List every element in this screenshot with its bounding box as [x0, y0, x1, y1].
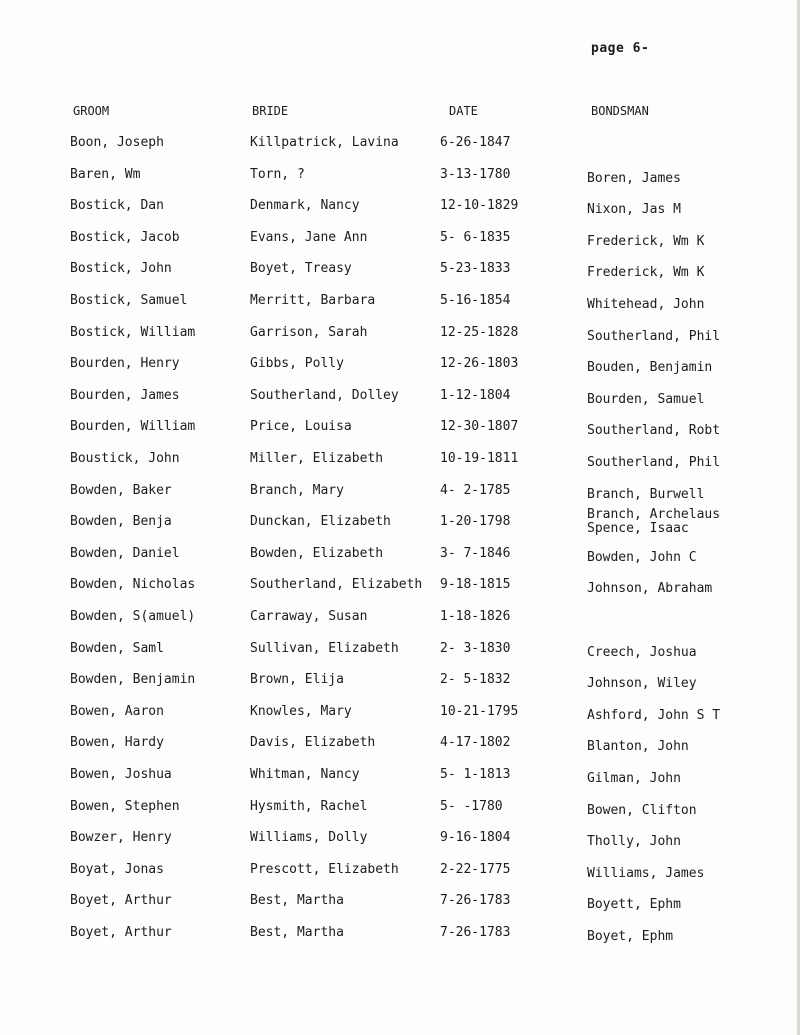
bride-cell: Williams, Dolly [250, 830, 368, 845]
groom-cell: Bowen, Stephen [70, 799, 180, 814]
bride-cell: Price, Louisa [250, 419, 352, 434]
bondsman-cell: Gilman, John [587, 771, 681, 786]
bondsman-cell: Southerland, Phil [587, 329, 721, 344]
bondsman-cell: Johnson, Abraham [587, 581, 713, 596]
groom-cell: Bowden, Saml [70, 641, 164, 656]
bride-cell: Dunckan, Elizabeth [250, 514, 391, 529]
bondsman-cell: Blanton, John [587, 739, 689, 754]
bride-cell: Carraway, Susan [250, 609, 368, 624]
bondsman-name: Branch, Archelaus [587, 507, 721, 522]
bondsman-name: Spence, Isaac [587, 521, 689, 536]
groom-cell: Bostick, Dan [70, 198, 164, 213]
bride-cell: Whitman, Nancy [250, 767, 360, 782]
groom-cell: Baren, Wm [70, 167, 141, 182]
bride-cell: Prescott, Elizabeth [250, 862, 399, 877]
bride-cell: Southerland, Dolley [250, 388, 399, 403]
bondsman-cell: Frederick, Wm K [587, 234, 705, 249]
bondsman-cell: Tholly, John [587, 834, 681, 849]
table-row [0, 765, 800, 785]
table-row [0, 575, 800, 595]
table-row [0, 386, 800, 406]
date-cell: 2-22-1775 [440, 862, 511, 877]
page-number: page 6- [591, 41, 650, 56]
date-cell: 1-12-1804 [440, 388, 511, 403]
table-row [0, 417, 800, 437]
groom-cell: Boon, Joseph [70, 135, 164, 150]
bride-cell: Brown, Elija [250, 672, 344, 687]
header-bondsman: BONDSMAN [591, 104, 649, 118]
bondsman-cell: Whitehead, John [587, 297, 705, 312]
date-cell: 4- 2-1785 [440, 483, 511, 498]
date-cell: 10-21-1795 [440, 704, 519, 719]
table-row [0, 670, 800, 690]
groom-cell: Boustick, John [70, 451, 180, 466]
groom-cell: Bourden, Henry [70, 356, 180, 371]
bondsman-cell: Southerland, Phil [587, 455, 721, 470]
groom-cell: Bowen, Hardy [70, 735, 164, 750]
table-row [0, 449, 800, 469]
bondsman-cell: Ashford, John S T [587, 708, 721, 723]
groom-cell: Boyet, Arthur [70, 925, 172, 940]
date-cell: 5-23-1833 [440, 261, 511, 276]
bondsman-cell: Boren, James [587, 171, 681, 186]
table-row [0, 702, 800, 722]
date-cell: 12-26-1803 [440, 356, 519, 371]
groom-cell: Bostick, William [70, 325, 196, 340]
table-row [0, 507, 800, 536]
groom-cell: Bowen, Joshua [70, 767, 172, 782]
groom-cell: Bowzer, Henry [70, 830, 172, 845]
table-row [0, 797, 800, 817]
bondsman-cell: Bouden, Benjamin [587, 360, 713, 375]
date-cell: 1-18-1826 [440, 609, 511, 624]
bondsman-cell: Branch, Burwell [587, 487, 705, 502]
table-row [0, 291, 800, 311]
bride-cell: Killpatrick, Lavina [250, 135, 399, 150]
date-cell: 2- 5-1832 [440, 672, 511, 687]
date-cell: 3-13-1780 [440, 167, 511, 182]
date-cell: 1-20-1798 [440, 514, 511, 529]
date-cell: 12-30-1807 [440, 419, 519, 434]
bride-cell: Knowles, Mary [250, 704, 352, 719]
groom-cell: Bourden, William [70, 419, 196, 434]
bride-cell: Best, Martha [250, 925, 344, 940]
table-row [0, 607, 800, 627]
bride-cell: Garrison, Sarah [250, 325, 368, 340]
bride-cell: Torn, ? [250, 167, 305, 182]
groom-cell: Bowen, Aaron [70, 704, 164, 719]
table-row [0, 354, 800, 374]
bride-cell: Denmark, Nancy [250, 198, 360, 213]
date-cell: 7-26-1783 [440, 893, 511, 908]
bride-cell: Best, Martha [250, 893, 344, 908]
header-bride: BRIDE [252, 104, 289, 118]
groom-cell: Bostick, Samuel [70, 293, 188, 308]
table-row [0, 828, 800, 848]
table-row [0, 860, 800, 880]
table-row [0, 923, 800, 943]
table-row [0, 196, 800, 216]
date-cell: 5- -1780 [440, 799, 503, 814]
groom-cell: Bourden, James [70, 388, 180, 403]
bride-cell: Southerland, Elizabeth [250, 577, 423, 592]
date-cell: 7-26-1783 [440, 925, 511, 940]
bondsman-cell: Boyet, Ephm [587, 929, 674, 944]
date-cell: 12-10-1829 [440, 198, 519, 213]
table-row [0, 228, 800, 248]
groom-cell: Bowden, Benjamin [70, 672, 196, 687]
date-cell: 5- 6-1835 [440, 230, 511, 245]
groom-cell: Boyet, Arthur [70, 893, 172, 908]
table-row [0, 165, 800, 185]
groom-cell: Bowden, Daniel [70, 546, 180, 561]
date-cell: 9-16-1804 [440, 830, 511, 845]
bride-cell: Bowden, Elizabeth [250, 546, 384, 561]
groom-cell: Bostick, Jacob [70, 230, 180, 245]
bride-cell: Sullivan, Elizabeth [250, 641, 399, 656]
table-row [0, 259, 800, 279]
date-cell: 4-17-1802 [440, 735, 511, 750]
groom-cell: Bostick, John [70, 261, 172, 276]
bride-cell: Boyet, Treasy [250, 261, 352, 276]
date-cell: 5-16-1854 [440, 293, 511, 308]
groom-cell: Bowden, Benja [70, 514, 172, 529]
bride-cell: Evans, Jane Ann [250, 230, 368, 245]
groom-cell: Bowden, S(amuel) [70, 609, 196, 624]
date-cell: 9-18-1815 [440, 577, 511, 592]
table-row [0, 639, 800, 659]
bondsman-cell: Johnson, Wiley [587, 676, 697, 691]
table-row [0, 133, 800, 153]
bondsman-cell: Williams, James [587, 866, 705, 881]
table-row [0, 544, 800, 564]
header-date: DATE [449, 104, 478, 118]
bondsman-cell: Bowden, John C [587, 550, 697, 565]
table-row [0, 323, 800, 343]
date-cell: 5- 1-1813 [440, 767, 511, 782]
bondsman-cell [587, 508, 720, 536]
bondsman-cell: Nixon, Jas M [587, 202, 681, 217]
date-cell: 6-26-1847 [440, 135, 511, 150]
column-headers [0, 101, 800, 121]
bride-cell: Miller, Elizabeth [250, 451, 384, 466]
date-cell: 10-19-1811 [440, 451, 519, 466]
bondsman-cell: Southerland, Robt [587, 423, 721, 438]
bride-cell: Merritt, Barbara [250, 293, 376, 308]
groom-cell: Bowden, Nicholas [70, 577, 196, 592]
header-groom: GROOM [73, 104, 110, 118]
table-row [0, 481, 800, 501]
date-cell: 2- 3-1830 [440, 641, 511, 656]
table-row [0, 733, 800, 753]
bondsman-cell: Bowen, Clifton [587, 803, 697, 818]
bondsman-cell: Boyett, Ephm [587, 897, 681, 912]
bride-cell: Davis, Elizabeth [250, 735, 376, 750]
bondsman-cell: Frederick, Wm K [587, 265, 705, 280]
bride-cell: Branch, Mary [250, 483, 344, 498]
groom-cell: Bowden, Baker [70, 483, 172, 498]
bride-cell: Hysmith, Rachel [250, 799, 368, 814]
bondsman-cell: Bourden, Samuel [587, 392, 705, 407]
date-cell: 12-25-1828 [440, 325, 519, 340]
bondsman-cell: Creech, Joshua [587, 645, 697, 660]
groom-cell: Boyat, Jonas [70, 862, 164, 877]
table-row [0, 891, 800, 911]
date-cell: 3- 7-1846 [440, 546, 511, 561]
bride-cell: Gibbs, Polly [250, 356, 344, 371]
